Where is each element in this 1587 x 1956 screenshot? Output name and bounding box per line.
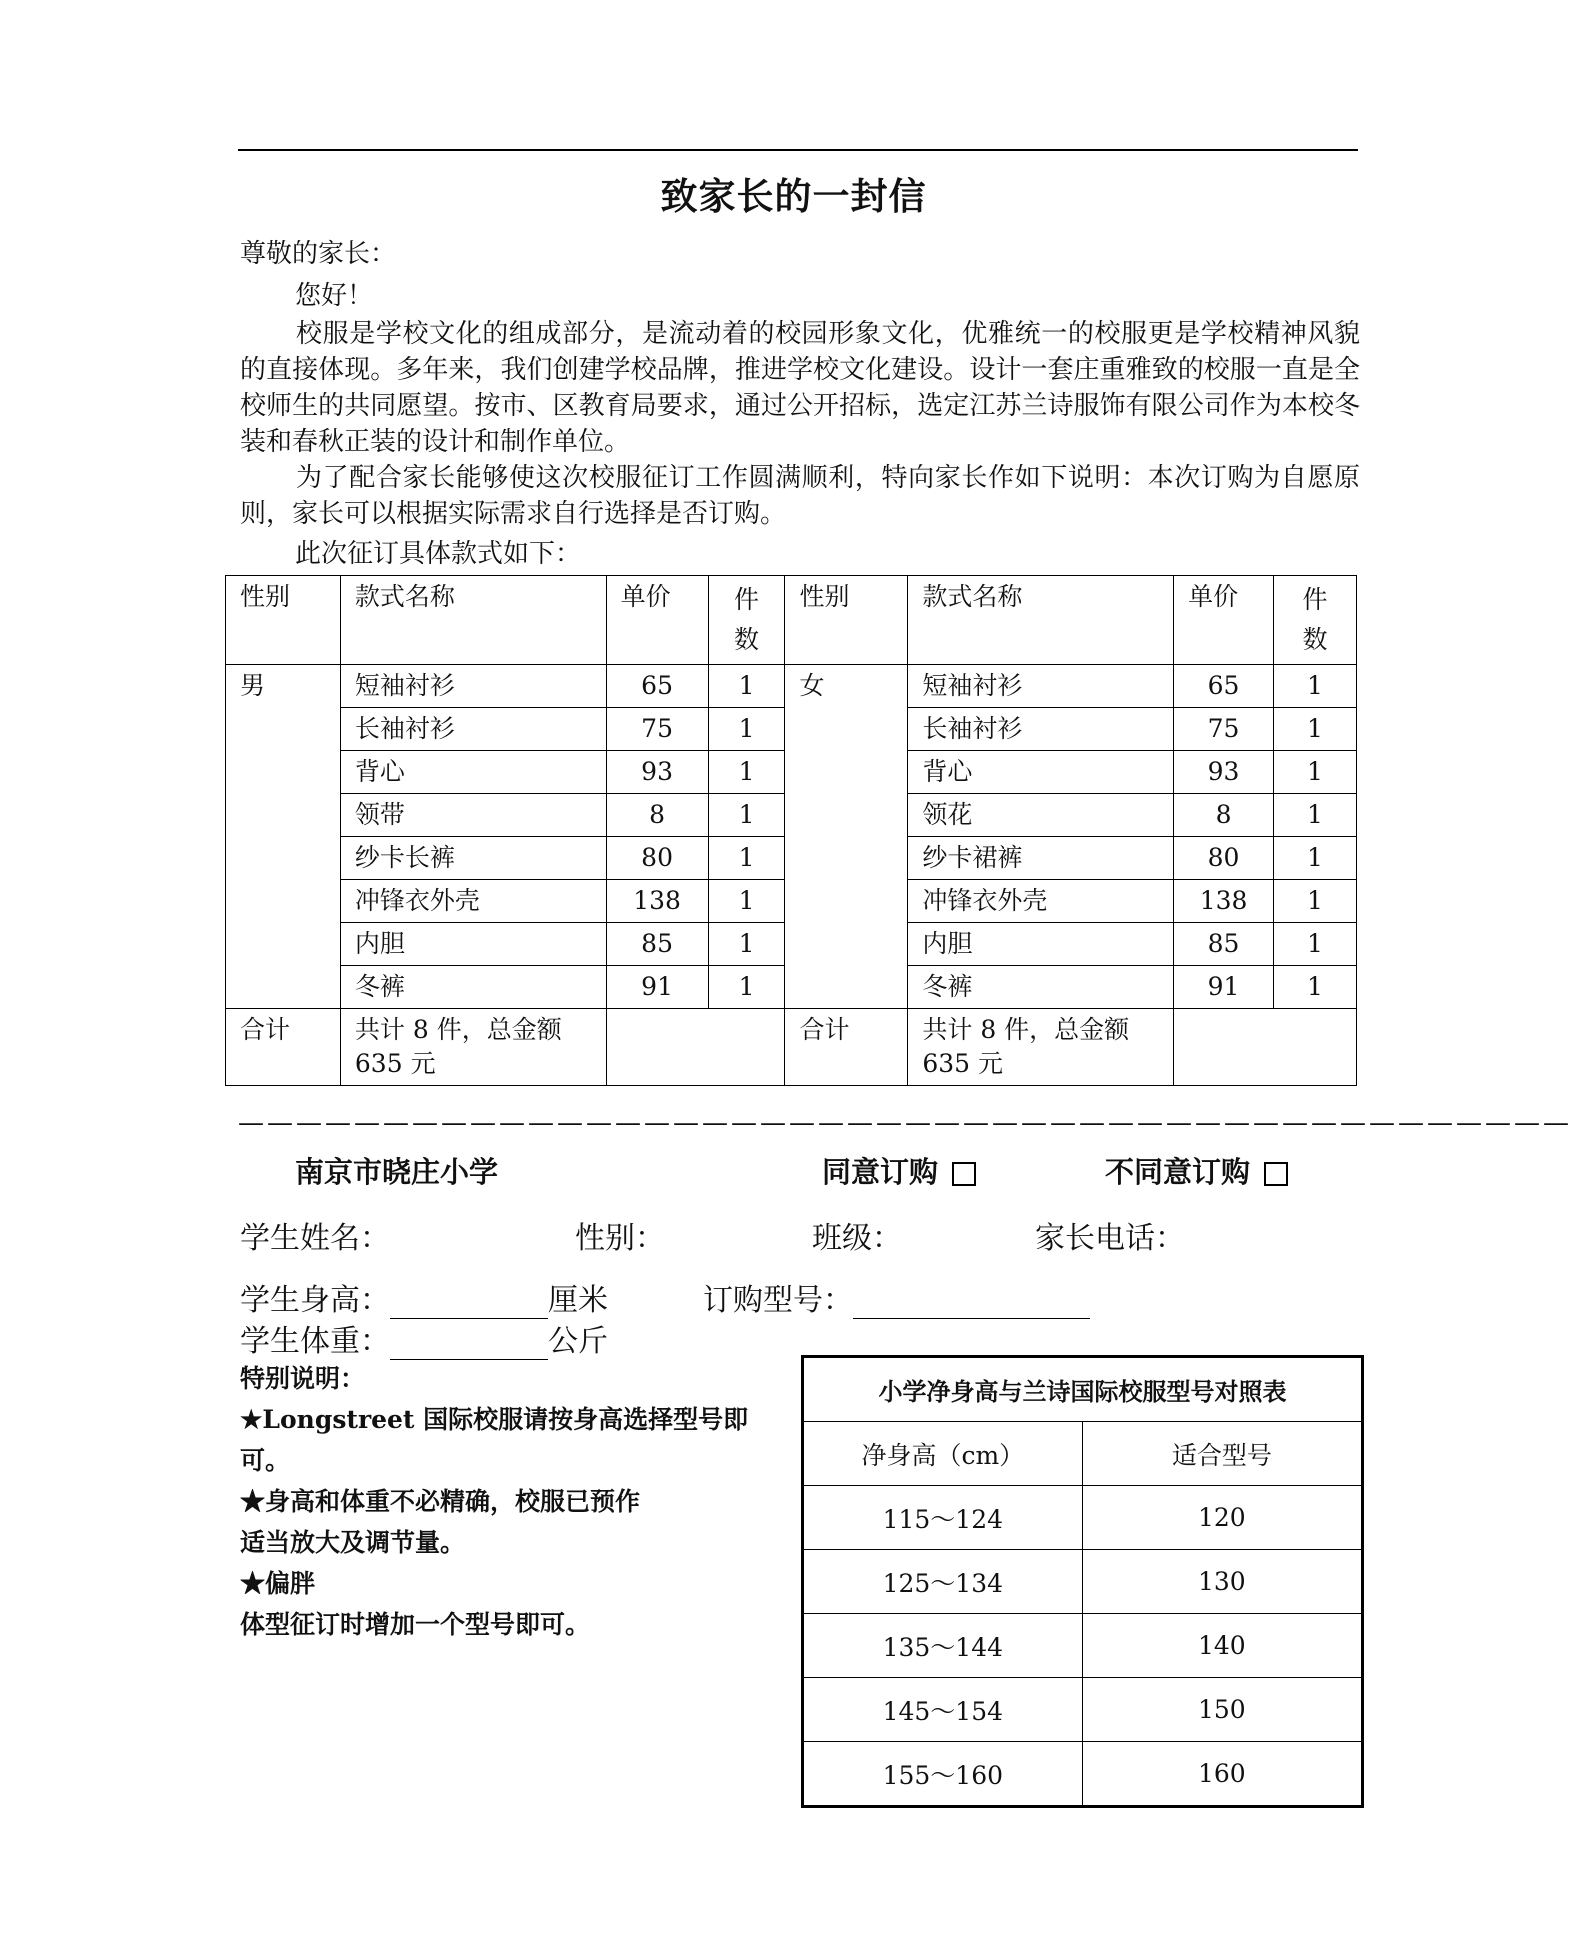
- item-qty-cell: 1: [1274, 665, 1357, 708]
- gender-male-cell: 男: [226, 665, 341, 1009]
- parent-phone-field: 家长电话：: [1035, 1221, 1185, 1256]
- paragraph-voluntary: 为了配合家长能够使这次校服征订工作圆满顺利，特向家长作如下说明：本次订购为自愿原则，家长可以根据实际需求自行选择是否订购。: [240, 463, 1360, 529]
- item-qty-cell: 1: [1274, 880, 1357, 923]
- item-price-cell: 75: [606, 708, 708, 751]
- item-qty-cell: 1: [1274, 708, 1357, 751]
- weight-field: [240, 1316, 608, 1360]
- header-qty: 件数: [708, 576, 785, 665]
- item-price-cell: 138: [1174, 880, 1274, 923]
- size-model-cell: 140: [1082, 1614, 1362, 1678]
- size-model-cell: 150: [1082, 1678, 1362, 1742]
- size-model-cell: 130: [1082, 1550, 1362, 1614]
- item-name-cell: 内胆: [340, 923, 606, 966]
- size-height-cell: 125～134: [803, 1550, 1083, 1614]
- item-name-cell: 冬裤: [908, 966, 1174, 1009]
- item-price-cell: 80: [1174, 837, 1274, 880]
- male-total-cell: 共计 8 件，总金额 635 元: [340, 1009, 606, 1086]
- item-price-cell: 8: [606, 794, 708, 837]
- notes-line: 适当放大及调节量。: [240, 1528, 466, 1557]
- col-header-model: 适合型号: [1082, 1422, 1362, 1486]
- item-price-cell: 75: [1174, 708, 1274, 751]
- weight-blank[interactable]: [390, 1329, 548, 1360]
- page-title: 致家长的一封信: [660, 175, 927, 218]
- item-qty-cell: 1: [1274, 794, 1357, 837]
- notes-line: 体型征订时增加一个型号即可。: [240, 1610, 591, 1639]
- item-name-cell: 长袖衬衫: [340, 708, 606, 751]
- item-name-cell: 长袖衬衫: [908, 708, 1174, 751]
- paragraph-styles-intro: 此次征订具体款式如下：: [295, 539, 582, 569]
- item-qty-cell: 1: [708, 751, 785, 794]
- item-name-cell: 冬裤: [340, 966, 606, 1009]
- notes-heading: 特别说明：: [240, 1364, 366, 1393]
- notes-line: ★Longstreet 国际校服请按身高选择型号即: [240, 1405, 749, 1434]
- hello-line: 您好！: [295, 281, 374, 311]
- empty-cell: [1174, 1009, 1357, 1086]
- item-name-cell: 背心: [340, 751, 606, 794]
- item-name-cell: 冲锋衣外壳: [340, 880, 606, 923]
- item-qty-cell: 1: [1274, 751, 1357, 794]
- agree-checkbox[interactable]: [952, 1162, 976, 1186]
- header-price: 单价: [1174, 576, 1274, 665]
- item-name-cell: 背心: [908, 751, 1174, 794]
- size-model-cell: 120: [1082, 1486, 1362, 1550]
- item-qty-cell: 1: [708, 880, 785, 923]
- agree-option[interactable]: [822, 1150, 976, 1191]
- disagree-label: 不同意订购: [1105, 1155, 1251, 1189]
- size-height-cell: 155～160: [803, 1742, 1083, 1807]
- item-name-cell: 内胆: [908, 923, 1174, 966]
- header-name: 款式名称: [340, 576, 606, 665]
- header-price: 单价: [606, 576, 708, 665]
- header-gender: 性别: [226, 576, 341, 665]
- height-unit: 厘米: [548, 1283, 608, 1318]
- size-row: [803, 1614, 1363, 1678]
- item-price-cell: 93: [1174, 751, 1274, 794]
- item-price-cell: 80: [606, 837, 708, 880]
- table-header-row: [226, 576, 1357, 665]
- model-label: 订购型号：: [703, 1283, 853, 1318]
- item-price-cell: 65: [1174, 665, 1274, 708]
- gender-female-cell: 女: [785, 665, 908, 1009]
- height-blank[interactable]: [390, 1288, 548, 1319]
- size-model-cell: 160: [1082, 1742, 1362, 1807]
- item-qty-cell: 1: [708, 665, 785, 708]
- item-qty-cell: 1: [1274, 923, 1357, 966]
- item-qty-cell: 1: [708, 794, 785, 837]
- header-qty: 件数: [1274, 576, 1357, 665]
- height-label: 学生身高：: [240, 1283, 390, 1318]
- gender-field: 性别：: [575, 1221, 665, 1256]
- size-row: [803, 1550, 1363, 1614]
- item-qty-cell: 1: [1274, 966, 1357, 1009]
- disagree-option[interactable]: [1105, 1150, 1288, 1191]
- size-height-cell: 145～154: [803, 1678, 1083, 1742]
- item-name-cell: 短袖衬衫: [908, 665, 1174, 708]
- height-field: [240, 1275, 608, 1319]
- school-name: 南京市晓庄小学: [295, 1155, 499, 1189]
- size-height-cell: 115～124: [803, 1486, 1083, 1550]
- class-field: 班级：: [812, 1221, 902, 1256]
- model-blank[interactable]: [853, 1288, 1090, 1319]
- female-total-cell: 共计 8 件，总金额 635 元: [908, 1009, 1174, 1086]
- size-row: [803, 1486, 1363, 1550]
- item-qty-cell: 1: [708, 708, 785, 751]
- item-name-cell: 纱卡长裤: [340, 837, 606, 880]
- col-header-height: 净身高（cm）: [803, 1422, 1083, 1486]
- item-name-cell: 领带: [340, 794, 606, 837]
- empty-cell: [606, 1009, 785, 1086]
- notes-line: ★偏胖: [240, 1569, 316, 1598]
- item-price-cell: 138: [606, 880, 708, 923]
- item-price-cell: 65: [606, 665, 708, 708]
- greeting: 尊敬的家长：: [240, 239, 397, 269]
- item-name-cell: 纱卡裙裤: [908, 837, 1174, 880]
- item-price-cell: 85: [606, 923, 708, 966]
- item-name-cell: 短袖衬衫: [340, 665, 606, 708]
- table-row: [226, 665, 1357, 708]
- paragraph-intro: 校服是学校文化的组成部分，是流动着的校园形象文化，优雅统一的校服更是学校精神风貌的直接体现。多年来，我们创建学校品牌，推进学校文化建设。设计一套庄重雅致的校服一直是全校师生的共同愿望。按市、区教育局要求，通过公开招标，选定江苏兰诗服饰有限公司作为本校冬装和春秋正装的设计和制作单位。: [240, 319, 1360, 457]
- notes-line: ★身高和体重不必精确，校服已预作: [240, 1487, 641, 1516]
- disagree-checkbox[interactable]: [1264, 1162, 1288, 1186]
- size-row: [803, 1742, 1363, 1807]
- size-row: [803, 1678, 1363, 1742]
- item-name-cell: 领花: [908, 794, 1174, 837]
- student-name-field: 学生姓名：: [240, 1221, 390, 1256]
- item-price-cell: 85: [1174, 923, 1274, 966]
- total-row: [226, 1009, 1357, 1086]
- item-name-cell: 冲锋衣外壳: [908, 880, 1174, 923]
- weight-label: 学生体重：: [240, 1324, 390, 1359]
- item-price-cell: 91: [1174, 966, 1274, 1009]
- item-qty-cell: 1: [708, 966, 785, 1009]
- size-chart-table: [801, 1355, 1364, 1808]
- item-qty-cell: 1: [1274, 837, 1357, 880]
- item-qty-cell: 1: [708, 923, 785, 966]
- weight-unit: 公斤: [548, 1324, 608, 1359]
- special-notes: [240, 1358, 800, 1645]
- header-name: 款式名称: [908, 576, 1174, 665]
- notes-line: 可。: [240, 1446, 291, 1475]
- top-rule: [238, 149, 1358, 151]
- size-height-cell: 135～144: [803, 1614, 1083, 1678]
- total-label-cell: 合计: [785, 1009, 908, 1086]
- item-price-cell: 93: [606, 751, 708, 794]
- model-field: [703, 1275, 1090, 1319]
- item-price-cell: 8: [1174, 794, 1274, 837]
- item-price-cell: 91: [606, 966, 708, 1009]
- agree-label: 同意订购: [822, 1155, 939, 1189]
- uniform-items-table: [225, 575, 1357, 1086]
- item-qty-cell: 1: [708, 837, 785, 880]
- cut-line: ——————————————————————————————————————————————: [238, 1108, 1572, 1138]
- header-gender: 性别: [785, 576, 908, 665]
- size-chart-caption: 小学净身高与兰诗国际校服型号对照表: [803, 1357, 1363, 1422]
- total-label-cell: 合计: [226, 1009, 341, 1086]
